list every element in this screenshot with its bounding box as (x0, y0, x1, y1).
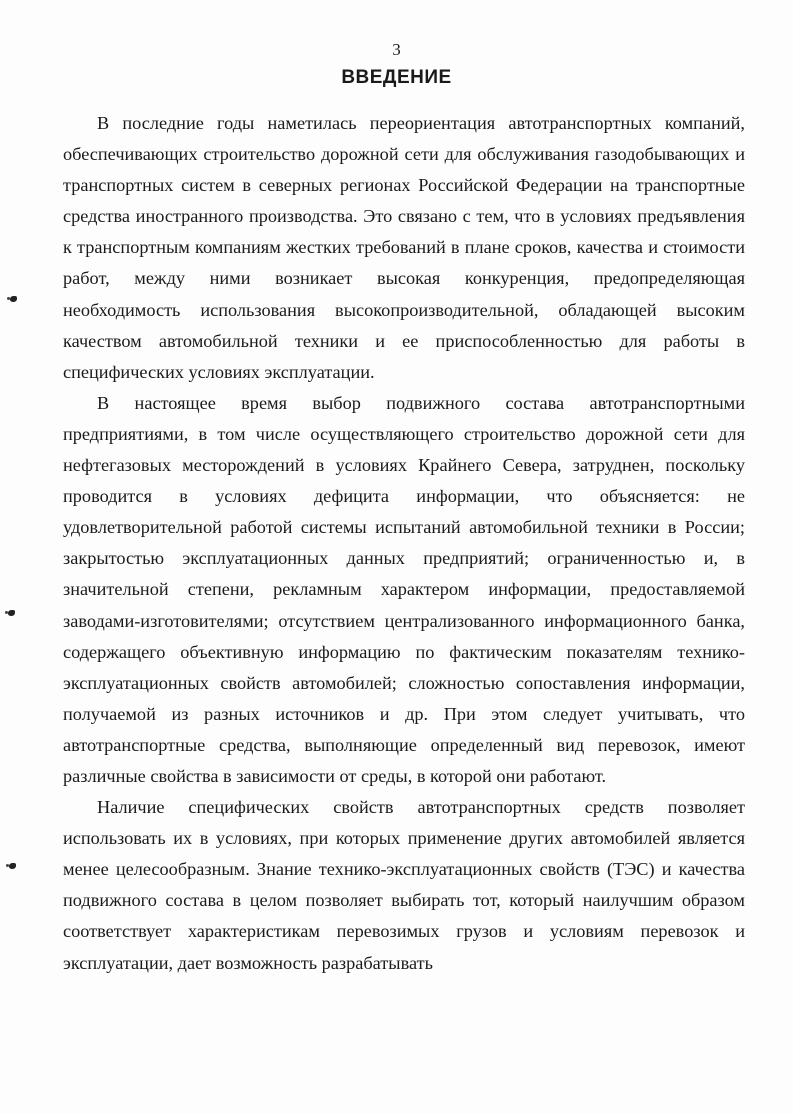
page-number: 3 (392, 40, 401, 59)
section-title: ВВЕДЕНИЕ (341, 67, 452, 88)
body-text (63, 108, 745, 979)
paragraph-2: В настоящее время выбор подвижного состава автотранспортными предприятиями, в том числе осуществляющего строительство дорожной сети для нефтегазовых месторождений в условиях Крайнего Севера, затруднен, поскольку проводится в условиях дефицита информации, что объясняется: не удовлетворительной работой системы испытаний автомобильной техники в России; закрытостью эксплуатационных данных предприятий; ограниченностью и, в значительной степени, рекламным характером информации, предоставляемой заводами-изготовителями; отсутствием централизованного информационного банка, содержащего объективную информацию по фактическим показателям технико-эксплуатационных свойств автомобилей; сложностью сопоставления информации, получаемой из разных источников и др. При этом следует учитывать, что автотранспортные средства, выполняющие определенный вид перевозок, имеют различные свойства в зависимости от среды, в которой они работают. (63, 392, 745, 786)
paragraph-3: Наличие специфических свойств автотранспортных средств позволяет использовать их в условиях, при которых применение других автомобилей является менее целесообразным. Знание технико-эксплуатационных свойств (ТЭС) и качества подвижного состава в целом позволяет выбирать тот, который наилучшим образом соответствует характеристикам перевозимых грузов и условиям перевозок и эксплуатации, дает возможность разрабатывать (63, 797, 745, 973)
scan-mark (9, 863, 16, 869)
paragraph-1: В последние годы наметилась переориентация автотранспортных компаний, обеспечивающих строительство дорожной сети для обслуживания газодобывающих и транспортных систем в северных регионах Российской Федерации на транспортные средства иностранного производства. Это связано с тем, что в условиях предъявления к транспортным компаниям жестких требований в плане сроков, качества и стоимости работ, между ними возникает высокая конкуренция, предопределяющая необходимость использования высокопроизводительной, обладающей высоким качеством автомобильной техники и ее приспособленностью для работы в специфических условиях эксплуатации. (63, 113, 745, 382)
scan-mark (8, 610, 15, 616)
scan-mark (10, 296, 17, 302)
